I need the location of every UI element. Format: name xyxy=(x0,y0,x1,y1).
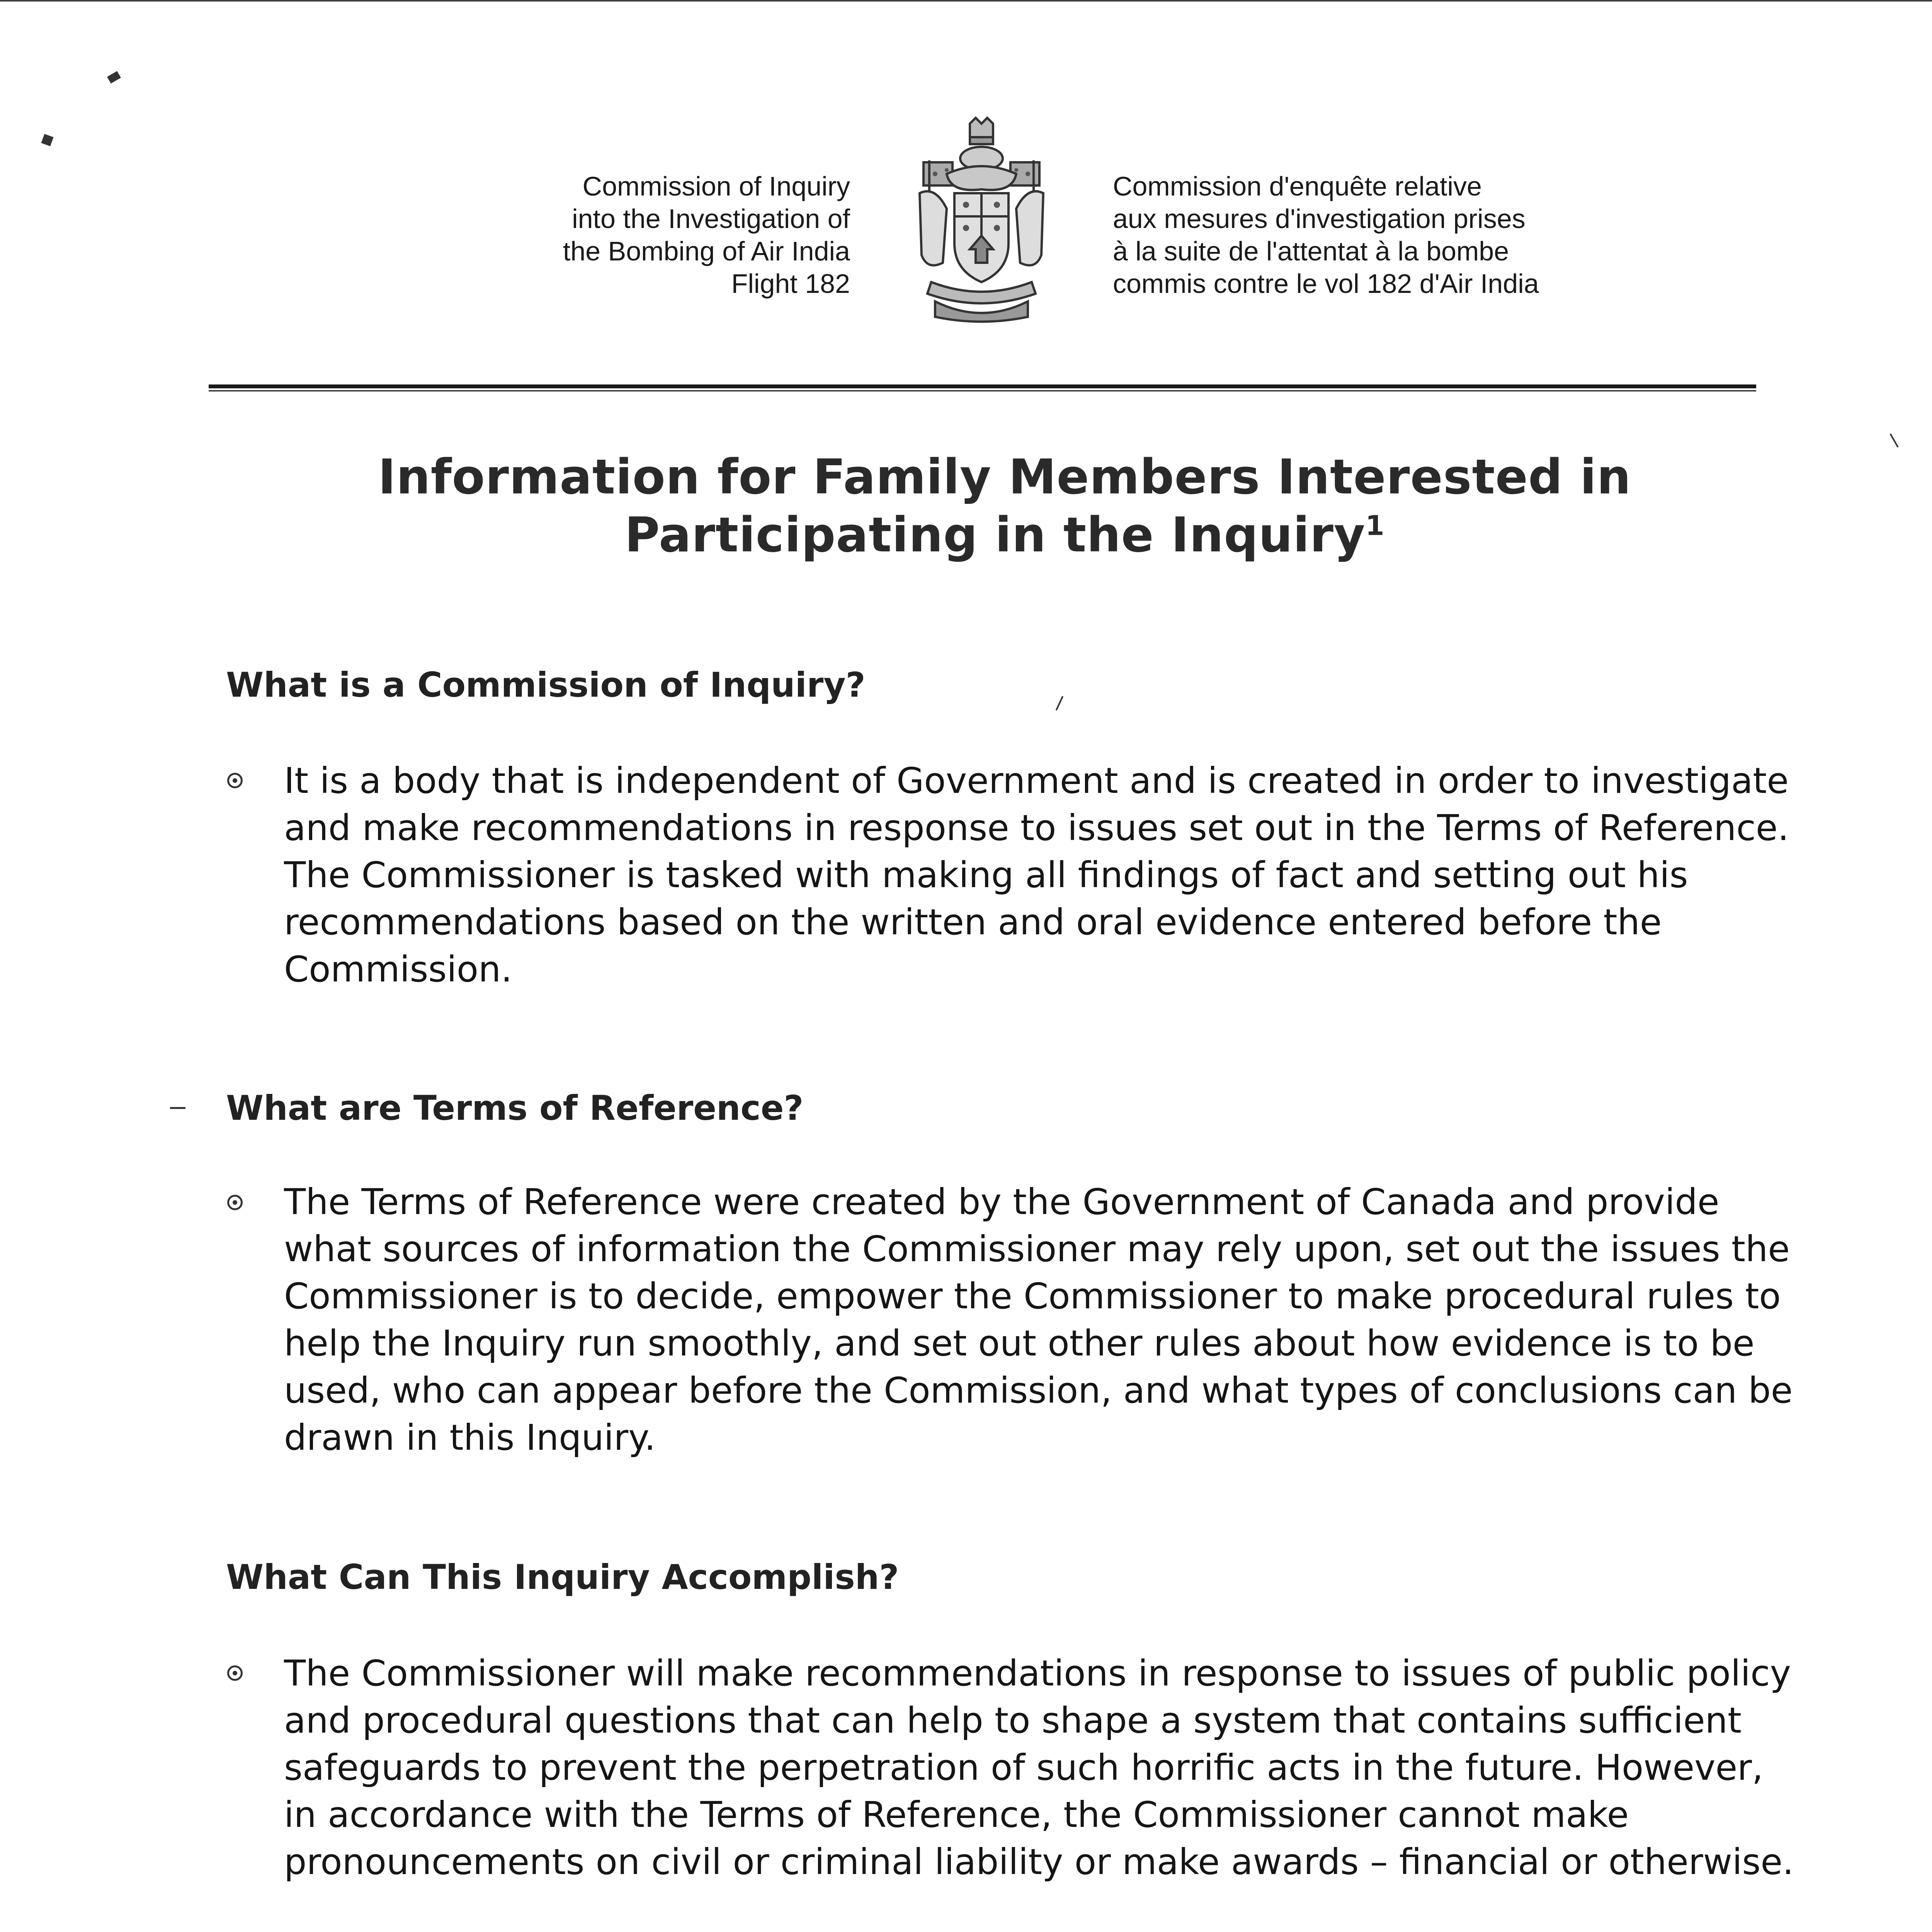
paragraph-line: safeguards to prevent the perpetration of such horrific acts in the future. However, xyxy=(284,1747,1764,1788)
header-english xyxy=(440,170,850,300)
paragraph-line: Commissioner is to decide, empower the Commissioner to make procedural rules to xyxy=(284,1276,1781,1317)
header-english-line: into the Investigation of xyxy=(572,204,850,234)
section-heading: What are Terms of Reference? xyxy=(226,1088,804,1128)
header-divider-thin xyxy=(209,390,1756,391)
paragraph-line: what sources of information the Commissioner may rely upon, set out the issues the xyxy=(284,1228,1790,1270)
circle-bullet-icon xyxy=(227,1665,243,1681)
header-french-line: Commission d'enquête relative xyxy=(1113,171,1482,201)
header-french-line: aux mesures d'investigation prises xyxy=(1113,204,1526,234)
title-line-2-text: Participating in the Inquiry xyxy=(624,507,1366,563)
paragraph-line: in accordance with the Terms of Reference, the Commissioner cannot make xyxy=(284,1794,1629,1835)
header-french-line: à la suite de l'attentat à la bombe xyxy=(1113,236,1509,266)
section-paragraph xyxy=(284,1650,1794,1886)
circle-bullet-icon xyxy=(227,773,243,788)
title-line-2 xyxy=(270,506,1739,564)
section-paragraph xyxy=(284,1179,1793,1461)
paragraph-line: and make recommendations in response to issues set out in the Terms of Reference. xyxy=(284,807,1789,849)
paragraph-line: The Commissioner will make recommendations in response to issues of public policy xyxy=(284,1653,1791,1694)
title-footnote-ref: 1 xyxy=(1365,510,1385,542)
section-heading: What is a Commission of Inquiry? xyxy=(226,665,866,705)
scan-speck xyxy=(170,1107,185,1109)
scan-top-edge xyxy=(0,0,1932,2)
header-english-line: Commission of Inquiry xyxy=(582,171,850,201)
header-english-line: Flight 182 xyxy=(731,269,850,299)
paragraph-line: The Commissioner is tasked with making all findings of fact and setting out his xyxy=(284,854,1688,896)
coat-of-arms-icon xyxy=(912,116,1051,325)
paragraph-line: It is a body that is independent of Government and is created in order to investigate xyxy=(284,760,1789,801)
paragraph-line: pronouncements on civil or criminal liability or make awards – financial or otherwise. xyxy=(284,1841,1794,1883)
section-paragraph xyxy=(284,757,1789,993)
scan-speck xyxy=(1889,434,1898,448)
header-english-line: the Bombing of Air India xyxy=(563,236,850,266)
scan-speck xyxy=(41,134,53,146)
header-french-line: commis contre le vol 182 d'Air India xyxy=(1113,269,1539,299)
paragraph-line: Commission. xyxy=(284,949,512,990)
paragraph-line: and procedural questions that can help to shape a system that contains sufficient xyxy=(284,1700,1742,1741)
paragraph-line: The Terms of Reference were created by the Government of Canada and provide xyxy=(284,1181,1719,1223)
paragraph-line: help the Inquiry run smoothly, and set out other rules about how evidence is to be xyxy=(284,1323,1755,1364)
page-title xyxy=(270,448,1739,564)
paragraph-line: used, who can appear before the Commission, and what types of conclusions can be xyxy=(284,1370,1793,1411)
scan-speck xyxy=(107,71,121,83)
header-divider xyxy=(209,384,1756,388)
section-heading: What Can This Inquiry Accomplish? xyxy=(226,1557,899,1597)
circle-bullet-icon xyxy=(227,1195,243,1210)
paragraph-line: drawn in this Inquiry. xyxy=(284,1417,656,1458)
header-french xyxy=(1113,170,1654,300)
scan-speck xyxy=(1056,696,1064,711)
paragraph-line: recommendations based on the written and oral evidence entered before the xyxy=(284,901,1662,943)
title-line-1: Information for Family Members Interested in xyxy=(378,449,1631,505)
